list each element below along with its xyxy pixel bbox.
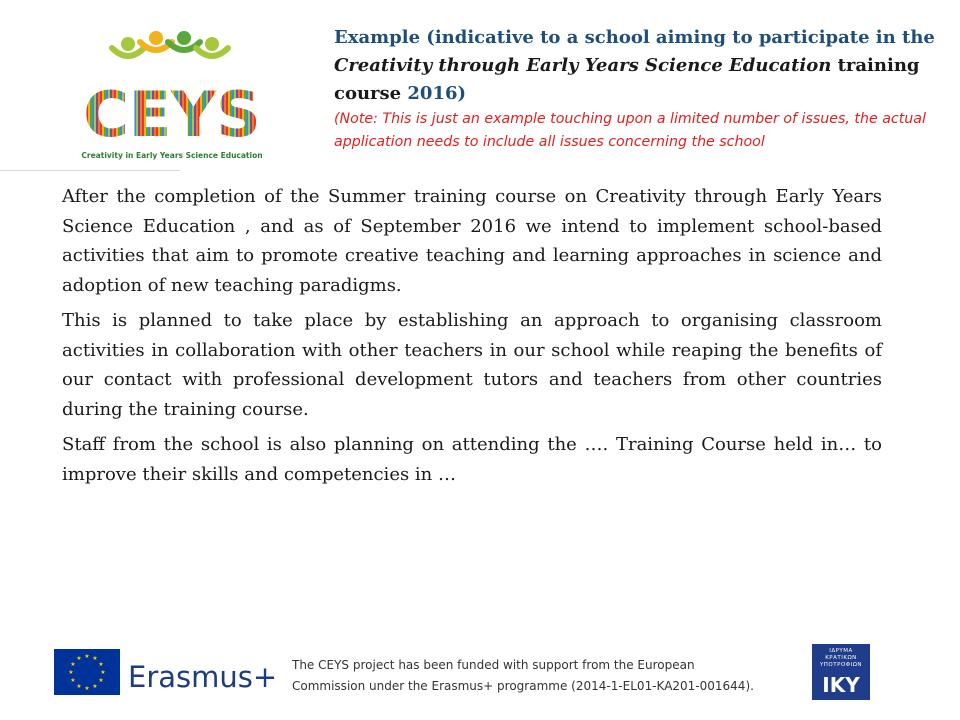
ceys-logo	[72, 28, 272, 168]
title-part2: training course	[334, 55, 920, 104]
funding-line-2: Commission under the Erasmus+ programme (2014-1-EL01-KA201-001644).	[292, 679, 754, 693]
logo-caption: Creativity in Early Years Science Education	[81, 151, 263, 160]
svg-text:★: ★	[70, 677, 76, 684]
svg-text:★: ★	[100, 669, 106, 676]
svg-text:★: ★	[98, 677, 104, 684]
funding-line-1: The CEYS project has been funded with support from the European	[292, 658, 695, 672]
svg-text:★: ★	[68, 669, 74, 676]
paragraph-1: After the completion of the Summer training course on Creativity through Early Years Science Education , and as of September 2016 we intend to implement school-based activities that aim to promote creative teaching and learning approaches in science and adoption of new teaching paradigms.	[62, 186, 882, 296]
title-course-name: Creativity through Early Years Science Education	[334, 55, 832, 76]
svg-text:★: ★	[84, 685, 90, 692]
iky-main-text: IKY	[822, 673, 860, 697]
page-title	[334, 24, 946, 108]
iky-logo	[812, 644, 870, 700]
svg-text:★: ★	[70, 661, 76, 668]
body-text	[62, 182, 882, 495]
title-part1: Example (indicative to a school aiming to participate in the	[334, 27, 935, 48]
svg-text:★: ★	[98, 661, 104, 668]
title-year: 2016)	[407, 83, 467, 104]
erasmus-logo-text: Erasmus+	[128, 660, 278, 694]
eu-flag-icon	[54, 649, 120, 695]
note-text: (Note: This is just an example touching upon a limited number of issues, the actual application needs to include all issues concerning the school	[334, 111, 926, 150]
divider	[0, 170, 180, 171]
svg-text:★: ★	[84, 653, 90, 660]
svg-text:★: ★	[92, 655, 98, 662]
svg-text:★: ★	[76, 655, 82, 662]
paragraph-3: Staff from the school is also planning on attending the …. Training Course held in… to improve their skills and competencies in …	[62, 434, 882, 485]
logo-letters: CEYS	[83, 78, 261, 151]
iky-small-text: ΙΔΡΥΜΑ ΚΡΑΤΙΚΩΝ ΥΠΟΤΡΟΦΙΩΝ	[819, 648, 863, 668]
header	[334, 24, 946, 172]
funding-statement	[292, 655, 792, 697]
svg-text:★: ★	[92, 683, 98, 690]
paragraph-2: This is planned to take place by establishing an approach to organising classroom activities in collaboration with other teachers in our school while reaping the benefits of our contact with professional development tutors and teachers from other countries during the training course.	[62, 310, 882, 420]
svg-text:★: ★	[76, 683, 82, 690]
